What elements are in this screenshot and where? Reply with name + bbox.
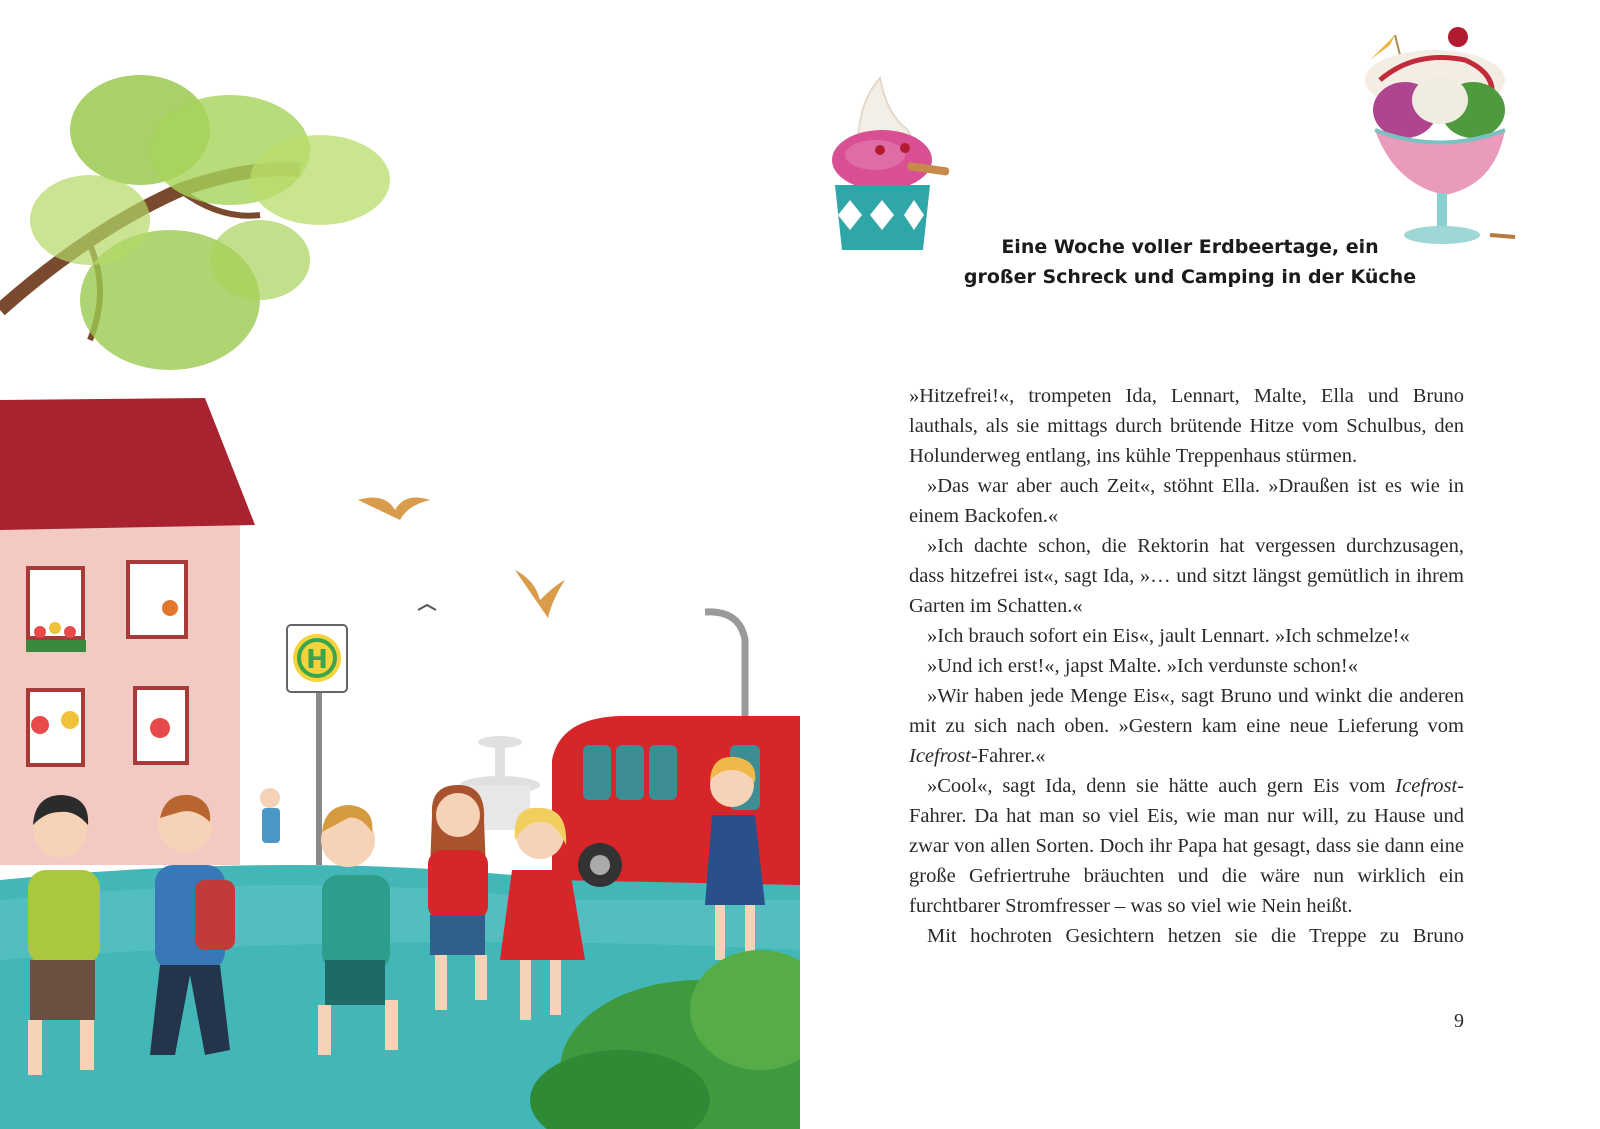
house [0,398,255,865]
bus-stop-letter: H [306,645,328,675]
text-page [800,0,1600,1129]
paragraph: »Und ich erst!«, japst Malte. »Ich verdunste schon!« [927,655,1358,677]
brand-name: Icefrost [1395,775,1458,797]
body-text [909,381,1464,951]
brand-name: Icefrost [909,745,971,767]
chapter-title [940,232,1440,292]
paragraph: »Hitzefrei!«, trompeten Ida, Lennart, Malte, Ella und Bruno lauthals, als sie mittags durch brütende Hitze vom Schulbus, den Holunderweg entlang, ins kühle Treppenhaus stürmen. [909,385,1464,467]
paragraph: Mit hochroten Gesichtern hetzen sie die Treppe zu Bruno [927,925,1464,947]
page-number: 9 [1454,1010,1464,1032]
chapter-title-line-1: Eine Woche voller Erdbeertage, ein [1001,236,1379,258]
paragraph: »Wir haben jede Menge Eis«, sagt Bruno und winkt die anderen mit zu sich nach oben. »Gestern kam eine neue Lieferung vom Icefrost-Fahrer.« [909,685,1464,767]
sundae-glass-icon [1325,25,1520,250]
chapter-title-line-2: großer Schreck und Camping in der Küche [963,266,1417,288]
ice-cream-cup-icon [820,70,960,255]
paragraph: »Ich brauch sofort ein Eis«, jault Lennart. »Ich schmelze!« [927,625,1410,647]
paragraph: »Ich dachte schon, die Rektorin hat vergessen durchzusagen, dass hitzefrei ist«, sagt Ida, »… und sitzt längst gemütlich in ihrem Garten im Schatten.« [909,535,1464,617]
bus [552,716,800,887]
paragraph: »Cool«, sagt Ida, denn sie hätte auch gern Eis vom Icefrost-Fahrer. Da hat man so viel Eis, wie man nur will, zu Hause und zwar von allen Sorten. Doch ihr Papa hat gesagt, dass sie dann eine große Gefriertruhe bräuchten und die wäre nun wirklich ein furchtbarer Stromfresser – was so viel wie Nein heißt. [909,775,1464,917]
paragraph: »Das war aber auch Zeit«, stöhnt Ella. »Draußen ist es wie in einem Backofen.« [909,475,1464,527]
